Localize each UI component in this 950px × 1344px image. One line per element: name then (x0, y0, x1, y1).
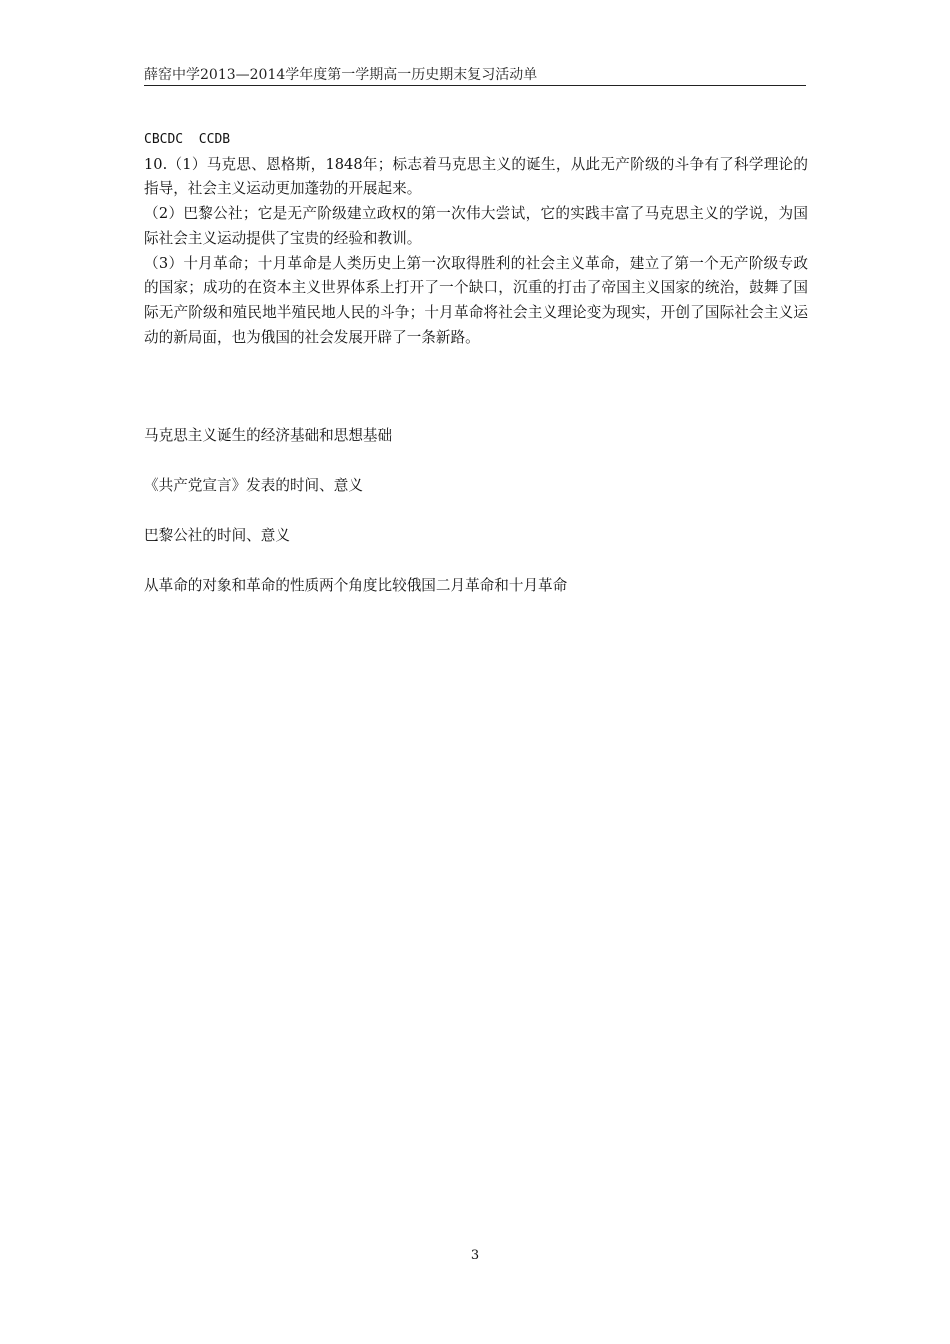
answer-section (144, 128, 808, 350)
review-topic-item: 从革命的对象和革命的性质两个角度比较俄国二月革命和十月革命 (144, 577, 568, 594)
choice-answer-key: CBCDC CCDB (144, 132, 231, 147)
question-10-part-2: （2）巴黎公社；它是无产阶级建立政权的第一次伟大尝试，它的实践丰富了马克思主义的学说，为国际社会主义运动提供了宝贵的经验和教训。 (144, 205, 808, 247)
page-number: 3 (470, 1248, 480, 1263)
page-header-title: 薛窑中学2013—2014学年度第一学期高一历史期末复习活动单 (144, 67, 538, 83)
question-10-part-3: （3）十月革命；十月革命是人类历史上第一次取得胜利的社会主义革命，建立了第一个无产阶级专政的国家；成功的在资本主义世界体系上打开了一个缺口，沉重的打击了帝国主义国家的统治，鼓舞了国际无产阶级和殖民地半殖民地人民的斗争；十月革命将社会主义理论变为现实，开创了国际社会主义运动的新局面，也为俄国的社会发展开辟了一条新路。 (144, 254, 808, 346)
review-topic-item: 马克思主义诞生的经济基础和思想基础 (144, 427, 393, 444)
review-topic-item: 《共产党宣言》发表的时间、意义 (144, 477, 363, 494)
header-divider (144, 85, 806, 86)
review-topic-item: 巴黎公社的时间、意义 (144, 527, 290, 544)
review-topics-list (144, 424, 808, 624)
question-10-part-1: 10.（1）马克思、恩格斯，1848年；标志着马克思主义的诞生，从此无产阶级的斗争有了科学理论的指导，社会主义运动更加蓬勃的开展起来。 (144, 155, 808, 198)
